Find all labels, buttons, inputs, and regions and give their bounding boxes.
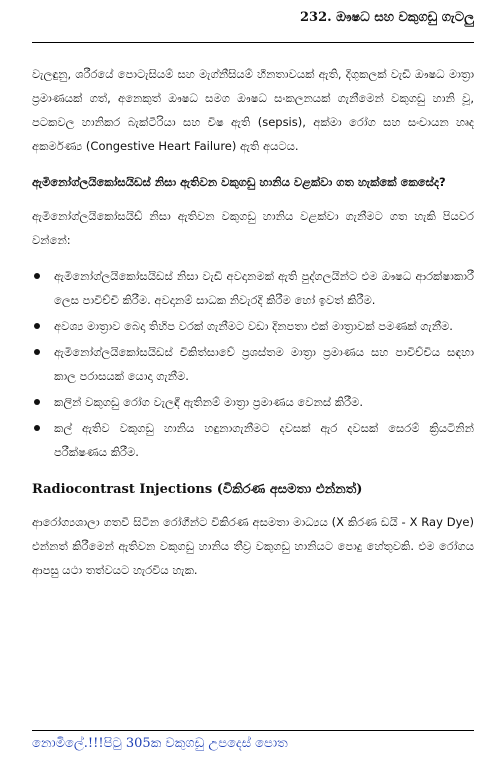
list-item-text: ඇමිනෝග්ලයිකෝසයිඩස් නිසා වැඩි අවදානමක් ඇති පුද්ගලයින්ට එම ඖෂධ ආරක්ෂාකාරී ලෙස පාවිච්චි කිරීම. අවදානම් සාධක නිවැරදි කිරීම හෝ ඉවත් කිරීම. — [54, 269, 474, 307]
section-heading: Radiocontrast Injections (විකිරණ අසමතා එන්නත්) — [32, 482, 363, 497]
list-item-text: ඇමිනෝග්ලයිකෝසයිඩස් චිකිත්සාවේ ප්‍රශස්තම මාත්‍රා ප්‍රමාණය සහ පාවිච්චිය සඳහා කාල පරාසයක් යොදා ගැනීම. — [54, 345, 474, 383]
running-header: 232. ඖෂධ සහ වකුගඩු ගැටලු — [299, 10, 474, 25]
list-item — [32, 390, 474, 414]
bullet-icon — [34, 399, 40, 405]
list-item — [32, 264, 474, 312]
running-footer: නොමිලේ.!!!පිටු 305ක වකුගඩු උපදෙස් පොත — [32, 736, 288, 751]
prevention-list — [32, 264, 474, 464]
list-item-text: අවශ්‍ය මාත්‍රාව බෙදා තිහිප වරක් ගැනීමට වඩා දිනපතා එක් මාත්‍රාවක් පමණක් ගැනීම. — [54, 319, 453, 333]
bullet-icon — [34, 273, 40, 279]
bullet-icon — [34, 323, 40, 329]
list-item — [32, 340, 474, 388]
list-item-text: කලින් වකුගඩු රෝග වැලඳී ඇතිනම් මාත්‍රා ප්‍රමාණය වෙනස් කිරීම. — [54, 395, 363, 409]
question-answer: ඇමිනෝග්ලයිකෝසයිඩ් නිසා ඇතිවන වකුගඩු හානිය වළක්වා ගැනීමට ගත හැකි පියවර වන්නේ: — [32, 209, 474, 247]
list-item — [32, 314, 474, 338]
list-item-text: කල් ඇතිව වකුගඩු හානිය හඳුනාගැනීමට දවසක් ඇර දවසක් සෙරම් ක්‍රියටිනින් පරීක්ෂණය කිරීම. — [54, 421, 474, 459]
list-item — [32, 416, 474, 464]
question-heading: ඇමිනෝග්ලයිකෝසයිඩස් නිසා ඇතිවන වකුගඩු හානිය වළක්වා ගත හැක්කේ කෙසේද? — [32, 175, 446, 189]
bullet-icon — [34, 425, 40, 431]
section-paragraph: ආරෝග්‍යශාලා ගතවී සිටින රෝගීන්ට විකිරණ අසමතා මාධ්‍යය (X කිරණ ඩයි - X Ray Dye) එන්නත් කිරීමෙන් ඇතිවන වකුගඩු හානිය තීව්‍ර වකුගඩු හානියට පොදු හේතුවකි. එම රෝගය ආපසු යථා තත්වයට හැරවිය හැක. — [32, 515, 474, 577]
bullet-icon — [34, 349, 40, 355]
page-content — [32, 62, 474, 594]
intro-paragraph: වැලඳුනු, ශරීරයේ පොටැසියම් සහ මැග්නීසියම් හීනතාවයක් ඇති, දිගුකලක් වැඩි ඖෂධ මාත්‍රා ප්‍රමාණයක් ගත්, අනෙකුත් ඖෂධ සමග ඖෂධ සංකලනයක් ගැනීමෙන් වකුගඩු හානි වූ, පටකවල හානිකර බැක්ටීරියා සහ විෂ ඇති (sepsis), අක්මා රෝග සහ සංචායන හෘද අකර්මණ්‍ය (Congestive Heart Failure) ඇති අයටය. — [32, 67, 474, 153]
footer-divider — [32, 730, 474, 731]
header-divider — [32, 42, 474, 43]
